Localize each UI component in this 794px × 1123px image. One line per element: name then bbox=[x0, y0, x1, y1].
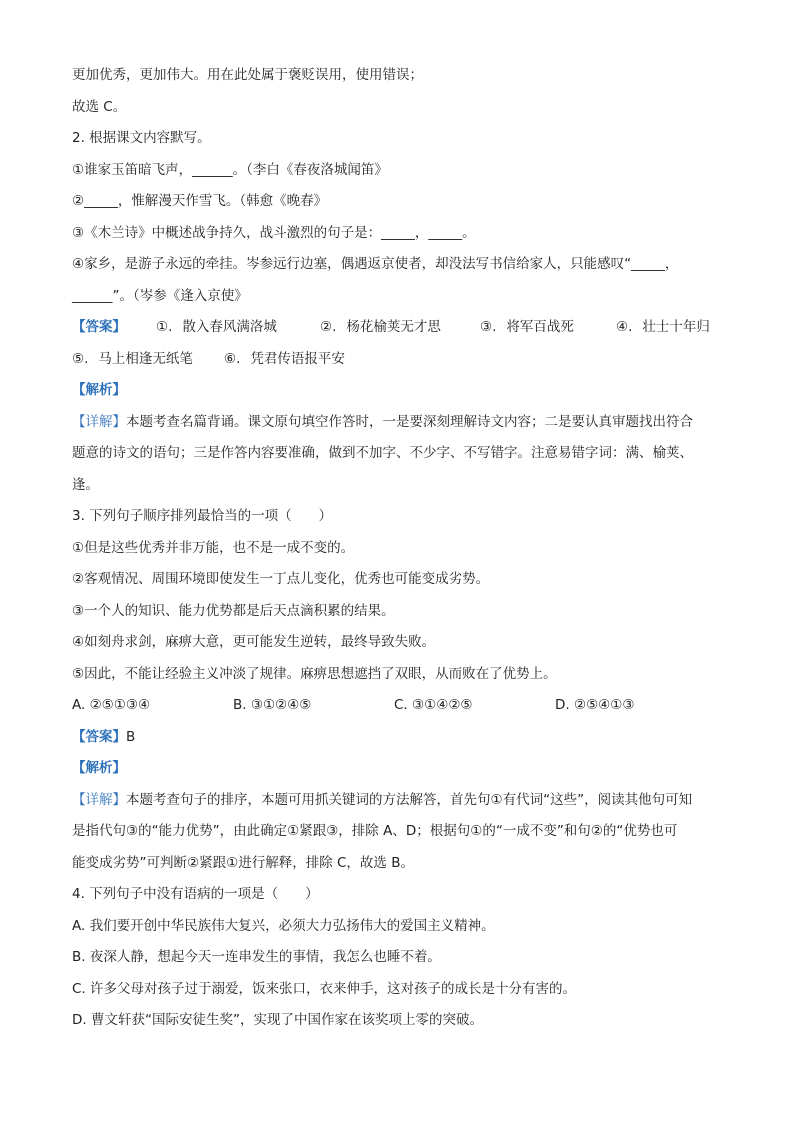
answer-item bbox=[224, 344, 345, 376]
question-2-item-1: ①谁家玉笛暗飞声，______。（李白《春夜洛城闻笛》 bbox=[72, 161, 388, 178]
question-2-item-2: ②_____，惟解漫天作雪飞。（韩愈《晚春》 bbox=[72, 193, 328, 209]
answer-text: 杨花榆荚无才思 bbox=[346, 319, 441, 335]
answer-item bbox=[320, 312, 480, 344]
analysis-text: 本题考查名篇背诵。课文原句填空作答时，一是要深刻理解诗文内容；二是要认真审题找出符合 bbox=[126, 413, 693, 430]
question-3-sentence: ③一个人的知识、能力优势都是后天点滴积累的结果。 bbox=[72, 602, 395, 619]
question-4-title: 4. 下列句子中没有语病的一项是（ ） bbox=[72, 886, 319, 902]
q2-answer-row-2 bbox=[72, 344, 732, 376]
analysis-tag: 【解析】 bbox=[72, 382, 126, 398]
question-2-title: 2. 根据课文内容默写。 bbox=[72, 130, 211, 146]
text-line: 故选 C。 bbox=[72, 98, 127, 115]
option-b: B. ③①②④⑤ bbox=[233, 697, 312, 713]
answer-number: ⑥. bbox=[224, 350, 241, 367]
question-3-title: 3. 下列句子顺序排列最恰当的一项（ ） bbox=[72, 508, 333, 524]
analysis-line: 是指代句③的“能力优势”，由此确定①紧跟③，排除 A、D；根据句①的“一成不变”和句②的“优势也可 bbox=[72, 823, 678, 839]
answer-text: 壮士十年归 bbox=[642, 319, 710, 335]
option-d: D. 曹文轩获“国际安徒生奖”，实现了中国作家在该奖项上零的突破。 bbox=[72, 1012, 483, 1028]
detail-tag: 【详解】 bbox=[72, 413, 126, 430]
answer-number: ②. bbox=[320, 319, 337, 335]
document-page bbox=[72, 60, 732, 1037]
analysis-line: 题意的诗文的语句；三是作答内容要准确，做到不加字、不少字、不写错字。注意易错字词：满、榆荚、 bbox=[72, 445, 693, 461]
answer-tag: 【答案】 bbox=[72, 319, 126, 335]
analysis-line: 逢。 bbox=[72, 476, 99, 493]
answer-text: 散入春风满洛城 bbox=[182, 319, 277, 335]
option-c: C. ③①④②⑤ bbox=[394, 697, 473, 713]
answer-number: ⑤. bbox=[72, 350, 89, 367]
option-b: B. 夜深人静，想起今天一连串发生的事情，我怎么也睡不着。 bbox=[72, 949, 441, 965]
answer-text: 马上相逢无纸笔 bbox=[98, 350, 193, 367]
analysis-line bbox=[72, 407, 732, 439]
analysis-tag: 【解析】 bbox=[72, 760, 126, 776]
option-a: A. ②⑤①③④ bbox=[72, 697, 151, 713]
question-3-sentence: ①但是这些优秀并非万能，也不是一成不变的。 bbox=[72, 539, 355, 556]
question-2-item-3: ③《木兰诗》中概述战争持久，战斗激烈的句子是：_____，_____。 bbox=[72, 224, 476, 241]
answer-item bbox=[72, 344, 224, 376]
analysis-line: 能变成劣势”可判断②紧跟①进行解释，排除 C，故选 B。 bbox=[72, 854, 414, 871]
answer-item bbox=[156, 312, 320, 344]
answer-item bbox=[480, 312, 616, 344]
answer-tag: 【答案】 bbox=[72, 728, 126, 745]
option-a: A. 我们要开创中华民族伟大复兴，必须大力弘扬伟大的爱国主义精神。 bbox=[72, 917, 495, 934]
q2-answer-row-1 bbox=[72, 312, 732, 344]
question-3-sentence: ⑤因此，不能让经验主义冲淡了规律。麻痹思想遮挡了双眼，从而败在了优势上。 bbox=[72, 665, 557, 682]
answer-number: ③. bbox=[480, 319, 497, 335]
question-2-item-4-cont: ______”。（岑参《逢入京使》 bbox=[72, 287, 248, 304]
answer-text: 凭君传语报平安 bbox=[250, 350, 345, 367]
analysis-text: 本题考查句子的排序，本题可用抓关键词的方法解答，首先句①有代词“这些”，阅读其他句可知 bbox=[126, 791, 693, 808]
option-c: C. 许多父母对孩子过于溺爱，饭来张口，衣来伸手，这对孩子的成长是十分有害的。 bbox=[72, 980, 577, 997]
answer-number: ④. bbox=[616, 319, 633, 335]
question-3-sentence: ④如刻舟求剑，麻痹大意，更可能发生逆转，最终导致失败。 bbox=[72, 634, 436, 650]
question-3-options bbox=[72, 690, 732, 722]
option-d: D. ②⑤④①③ bbox=[555, 697, 635, 713]
analysis-line bbox=[72, 785, 732, 817]
question-3-sentence: ②客观情况、周围环境即使发生一丁点儿变化，优秀也可能变成劣势。 bbox=[72, 571, 490, 587]
answer-text: 将军百战死 bbox=[506, 319, 574, 335]
answer-value: B bbox=[126, 728, 136, 745]
question-2-item-4: ④家乡，是游子永远的牵挂。岑参远行边塞，偶遇返京使者，却没法写书信给家人，只能感叹“_____， bbox=[72, 256, 679, 272]
text-line: 更加优秀，更加伟大。用在此处属于褒贬误用，使用错误； bbox=[72, 67, 423, 83]
answer-number: ①. bbox=[156, 319, 173, 335]
answer-item bbox=[616, 312, 710, 344]
q3-answer bbox=[72, 722, 732, 754]
detail-tag: 【详解】 bbox=[72, 791, 126, 808]
